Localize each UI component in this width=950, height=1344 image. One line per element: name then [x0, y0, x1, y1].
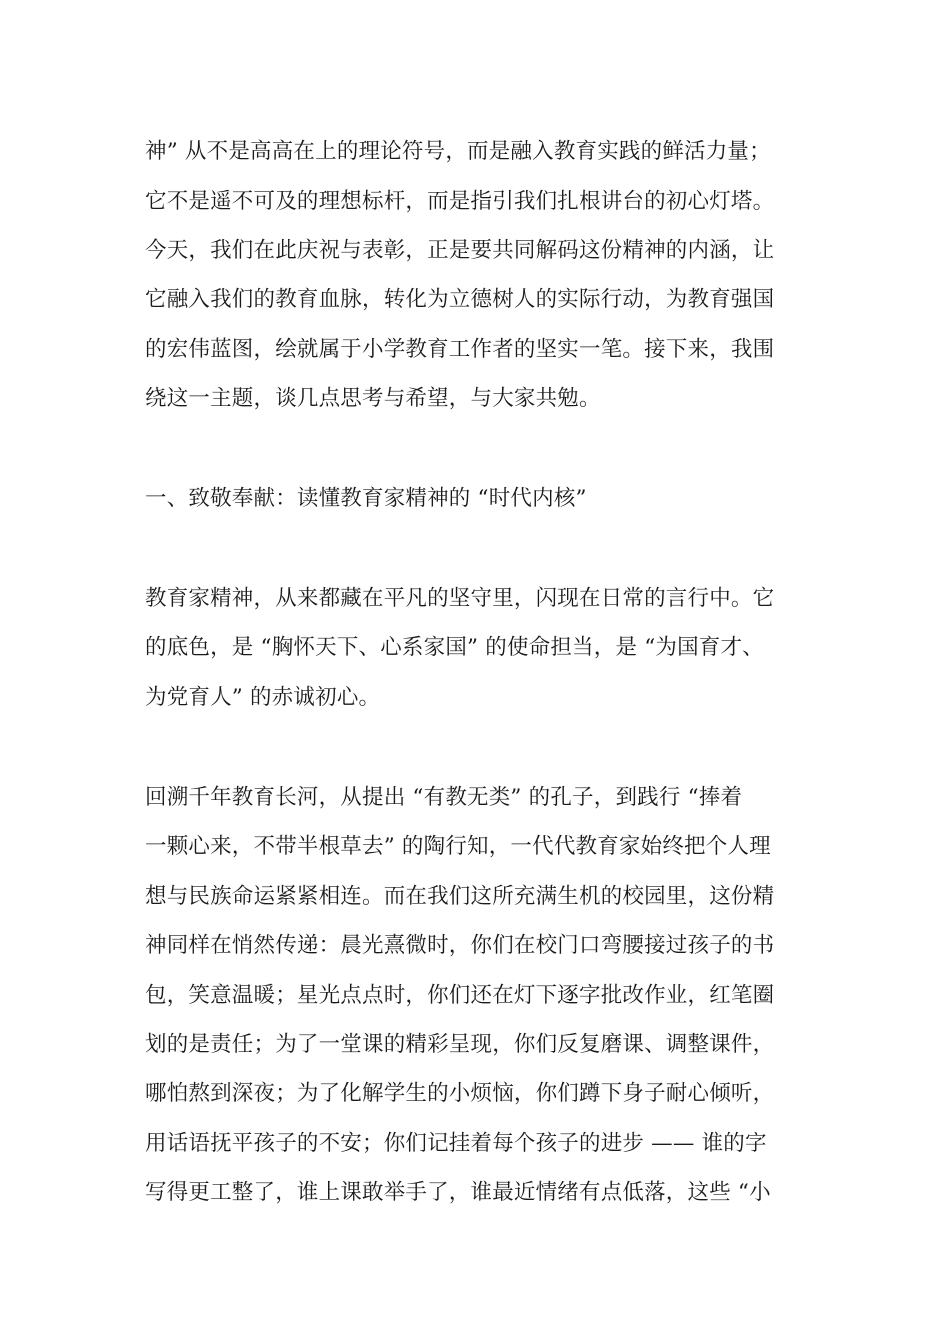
paragraph-line: 想与民族命运紧紧相连。而在我们这所充满生机的校园里，这份精: [145, 884, 775, 909]
paragraph-line: 回溯千年教育长河，从提出 “有教无类” 的孔子，到践行 “捧着: [145, 785, 743, 810]
paragraph-line: 的底色，是 “胸怀天下、心系家国” 的使命担当，是 “为国育才、: [145, 635, 764, 660]
paragraph-line: 绕这一主题，谈几点思考与希望，与大家共勉。: [145, 386, 601, 411]
paragraph-line: 神” 从不是高高在上的理论符号，而是融入教育实践的鲜活力量；: [145, 139, 771, 164]
paragraph-line: 用话语抚平孩子的不安；你们记挂着每个孩子的进步 —— 谁的字: [145, 1131, 767, 1156]
paragraph-line: 它不是遥不可及的理想标杆，而是指引我们扎根讲台的初心灯塔。: [145, 189, 775, 214]
paragraph-line: 包，笑意温暖；星光点点时，你们还在灯下逐字批改作业，红笔圈: [145, 983, 775, 1008]
section-heading: 一、致敬奉献：读懂教育家精神的 “时代内核”: [145, 486, 587, 511]
paragraph-line: 的宏伟蓝图，绘就属于小学教育工作者的坚实一笔。接下来，我围: [145, 337, 775, 362]
paragraph-line: 教育家精神，从来都藏在平凡的坚守里，闪现在日常的言行中。它: [145, 586, 775, 611]
paragraph-line: 哪怕熬到深夜；为了化解学生的小烦恼，你们蹲下身子耐心倾听，: [145, 1081, 775, 1106]
paragraph-line: 为党育人” 的赤诚初心。: [145, 685, 381, 710]
paragraph-line: 一颗心来，不带半根草去” 的陶行知，一代代教育家始终把个人理: [145, 834, 771, 859]
paragraph-line: 划的是责任；为了一堂课的精彩呈现，你们反复磨课、调整课件，: [145, 1032, 775, 1057]
paragraph-line: 神同样在悄然传递：晨光熹微时，你们在校门口弯腰接过孩子的书: [145, 933, 775, 958]
paragraph-line: 它融入我们的教育血脉，转化为立德树人的实际行动，为教育强国: [145, 287, 775, 312]
paragraph-line: 今天，我们在此庆祝与表彰，正是要共同解码这份精神的内涵，让: [145, 238, 775, 263]
paragraph-line: 写得更工整了，谁上课敢举手了，谁最近情绪有点低落，这些 “小: [145, 1180, 771, 1205]
